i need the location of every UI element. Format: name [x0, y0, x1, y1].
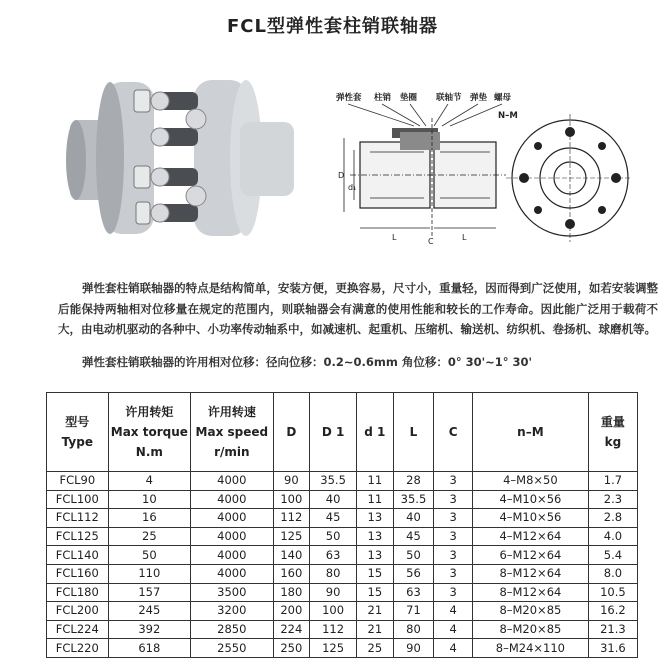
cell-type: FCL224 — [47, 620, 109, 639]
table-cell: 8–M20×85 — [472, 602, 588, 621]
table-row — [47, 472, 638, 491]
description-paragraph: 弹性套柱销联轴器的特点是结构简单，安装方便，更换容易，尺寸小，重量轻，因而得到广泛使用，如若安装调整后能保持两轴相对位移量在规定的范围内，则联轴器会有满意的使用性能和较长的工作寿命。因此能广泛用于载荷不大，由电动机驱动的各种中、小功率传动轴系中，如减速机、起重机、压缩机、输送机、纺织机、卷扬机、球磨机等。 — [58, 281, 658, 336]
table-cell: 4 — [434, 602, 473, 621]
page-title: FCL型弹性套柱销联轴器 — [227, 16, 438, 37]
table-cell: 3 — [434, 564, 473, 583]
table-cell: 35.5 — [393, 490, 434, 509]
displacement-note: 弹性套柱销联轴器的许用相对位移：径向位移：0.2~0.6mm 角位移：0° 30'~1° 30' — [82, 355, 533, 369]
table-cell: 40 — [310, 490, 357, 509]
table-cell: 4000 — [191, 527, 273, 546]
table-cell: 4 — [434, 639, 473, 658]
table-cell: 100 — [273, 490, 310, 509]
table-cell: 63 — [393, 583, 434, 602]
table-cell: 1.7 — [588, 472, 637, 491]
table-cell: 160 — [273, 564, 310, 583]
table-cell: 140 — [273, 546, 310, 565]
column-header — [357, 393, 394, 472]
table-cell: 35.5 — [310, 472, 357, 491]
table-cell: 80 — [310, 564, 357, 583]
table-cell: 11 — [357, 472, 394, 491]
table-cell: 4–M10×56 — [472, 490, 588, 509]
table-cell: 250 — [273, 639, 310, 658]
table-cell: 16.2 — [588, 602, 637, 621]
column-header — [588, 393, 637, 472]
dim-L-right: L — [462, 233, 467, 242]
table-cell: 50 — [393, 546, 434, 565]
table-cell: 4000 — [191, 509, 273, 528]
table-cell: 2.3 — [588, 490, 637, 509]
cell-type: FCL180 — [47, 583, 109, 602]
table-cell: 90 — [273, 472, 310, 491]
label-nut: 螺母 — [494, 93, 512, 103]
table-cell: 25 — [108, 527, 190, 546]
table-cell: 4000 — [191, 490, 273, 509]
table-cell: 618 — [108, 639, 190, 658]
label-washer: 垫圈 — [400, 93, 418, 103]
table-cell: 4.0 — [588, 527, 637, 546]
table-cell: 6–M12×64 — [472, 546, 588, 565]
table-cell: 4000 — [191, 472, 273, 491]
column-header-line: n–M — [517, 425, 544, 439]
table-cell: 2550 — [191, 639, 273, 658]
dim-C: C — [428, 237, 434, 246]
table-row — [47, 583, 638, 602]
label-nm: N–M — [498, 111, 518, 121]
table-cell: 50 — [310, 527, 357, 546]
table-cell: 3 — [434, 472, 473, 491]
table-row — [47, 620, 638, 639]
table-cell: 11 — [357, 490, 394, 509]
table-cell: 2.8 — [588, 509, 637, 528]
table-cell: 21 — [357, 602, 394, 621]
label-sleeve: 弹性套 — [336, 93, 362, 103]
table-cell: 56 — [393, 564, 434, 583]
table-cell: 28 — [393, 472, 434, 491]
column-header — [108, 393, 190, 472]
column-header-line: 重量 — [600, 415, 625, 429]
table-cell: 3 — [434, 509, 473, 528]
table-cell: 4000 — [191, 564, 273, 583]
table-cell: 13 — [357, 546, 394, 565]
column-header — [393, 393, 434, 472]
column-header-line: Type — [61, 435, 93, 449]
table-cell: 16 — [108, 509, 190, 528]
table-cell: 4–M12×64 — [472, 527, 588, 546]
table-cell: 4–M10×56 — [472, 509, 588, 528]
table-row — [47, 527, 638, 546]
column-header-line: D 1 — [321, 425, 345, 439]
cell-type: FCL112 — [47, 509, 109, 528]
table-cell: 15 — [357, 564, 394, 583]
column-header — [310, 393, 357, 472]
table-cell: 25 — [357, 639, 394, 658]
table-cell: 31.6 — [588, 639, 637, 658]
table-cell: 40 — [393, 509, 434, 528]
cell-type: FCL220 — [47, 639, 109, 658]
table-cell: 8.0 — [588, 564, 637, 583]
column-header-line: D — [286, 425, 297, 439]
table-cell: 224 — [273, 620, 310, 639]
table-cell: 3500 — [191, 583, 273, 602]
label-joint: 联轴节 — [436, 93, 462, 103]
column-header — [472, 393, 588, 472]
table-cell: 3 — [434, 583, 473, 602]
table-cell: 157 — [108, 583, 190, 602]
spec-table — [46, 392, 638, 658]
table-cell: 10.5 — [588, 583, 637, 602]
table-cell: 3 — [434, 490, 473, 509]
table-cell: 180 — [273, 583, 310, 602]
coupling-drawing — [330, 88, 630, 248]
cell-type: FCL140 — [47, 546, 109, 565]
column-header-line: 型号 — [65, 415, 90, 429]
table-cell: 110 — [108, 564, 190, 583]
table-cell: 392 — [108, 620, 190, 639]
column-header — [273, 393, 310, 472]
column-header-line: r/min — [214, 445, 250, 459]
cell-type: FCL90 — [47, 472, 109, 491]
column-header-line: N.m — [135, 445, 163, 459]
table-cell: 8–M24×110 — [472, 639, 588, 658]
table-cell: 71 — [393, 602, 434, 621]
table-row — [47, 564, 638, 583]
table-cell: 4–M8×50 — [472, 472, 588, 491]
table-cell: 3 — [434, 546, 473, 565]
cell-type: FCL125 — [47, 527, 109, 546]
label-spring-washer: 弹垫 — [470, 93, 488, 103]
table-cell: 45 — [393, 527, 434, 546]
table-cell: 4000 — [191, 546, 273, 565]
column-header — [47, 393, 109, 472]
table-cell: 45 — [310, 509, 357, 528]
table-cell: 90 — [310, 583, 357, 602]
table-cell: 112 — [273, 509, 310, 528]
cell-type: FCL160 — [47, 564, 109, 583]
table-cell: 4 — [434, 620, 473, 639]
cell-type: FCL200 — [47, 602, 109, 621]
table-cell: 3 — [434, 527, 473, 546]
dim-d1: d₁ — [348, 183, 357, 192]
table-cell: 63 — [310, 546, 357, 565]
header-row — [47, 393, 638, 472]
table-row — [47, 546, 638, 565]
table-body — [47, 472, 638, 658]
column-header-line: Max torque — [110, 425, 188, 439]
table-row — [47, 490, 638, 509]
column-header-line: Max speed — [195, 425, 269, 439]
table-cell: 21.3 — [588, 620, 637, 639]
table-cell: 15 — [357, 583, 394, 602]
table-row — [47, 602, 638, 621]
column-header-line: L — [409, 425, 418, 439]
table-cell: 200 — [273, 602, 310, 621]
table-row — [47, 509, 638, 528]
column-header-line: d 1 — [364, 425, 386, 439]
table-cell: 125 — [310, 639, 357, 658]
column-header-line: C — [448, 425, 458, 439]
table-cell: 245 — [108, 602, 190, 621]
cell-type: FCL100 — [47, 490, 109, 509]
table-cell: 2850 — [191, 620, 273, 639]
table-cell: 100 — [310, 602, 357, 621]
table-cell: 8–M12×64 — [472, 564, 588, 583]
table-cell: 21 — [357, 620, 394, 639]
table-cell: 4 — [108, 472, 190, 491]
label-pin: 柱销 — [374, 93, 392, 103]
table-cell: 90 — [393, 639, 434, 658]
column-header-line: kg — [604, 435, 622, 449]
table-cell: 112 — [310, 620, 357, 639]
table-cell: 10 — [108, 490, 190, 509]
coupling-photo — [64, 72, 300, 244]
table-cell: 8–M12×64 — [472, 583, 588, 602]
table-cell: 13 — [357, 509, 394, 528]
column-header — [191, 393, 273, 472]
table-cell: 5.4 — [588, 546, 637, 565]
dim-L-left: L — [392, 233, 397, 242]
table-cell: 125 — [273, 527, 310, 546]
dim-D: D — [338, 171, 345, 180]
table-cell: 50 — [108, 546, 190, 565]
table-cell: 8–M20×85 — [472, 620, 588, 639]
column-header-line: 许用转速 — [207, 405, 256, 419]
column-header — [434, 393, 473, 472]
table-cell: 80 — [393, 620, 434, 639]
table-cell: 13 — [357, 527, 394, 546]
table-cell: 3200 — [191, 602, 273, 621]
table-row — [47, 639, 638, 658]
column-header-line: 许用转矩 — [125, 405, 174, 419]
